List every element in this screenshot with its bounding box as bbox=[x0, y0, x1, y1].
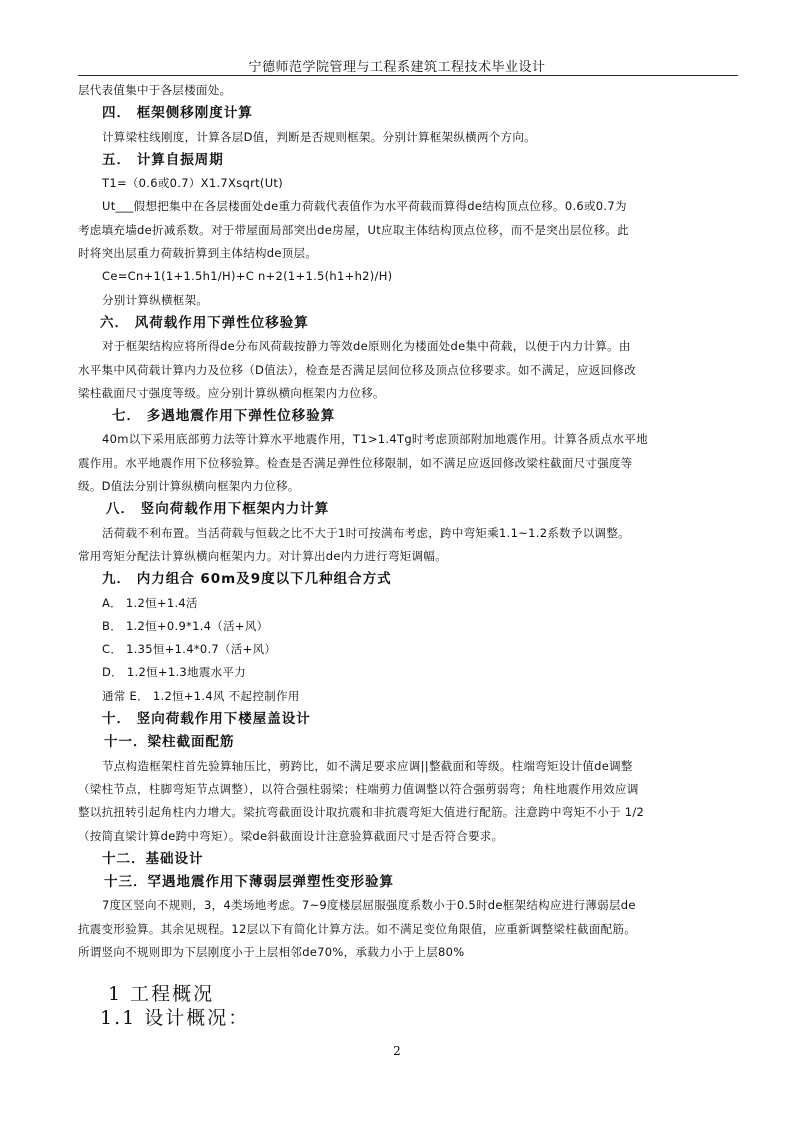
paragraph-line-19: 活荷载不利布置。当活荷载与恒载之比不大于1时可按满布考虑，跨中弯矩乘1.1~1.2系数予以调整。 bbox=[102, 525, 630, 540]
section-heading: 1.1 设计概况： bbox=[100, 1007, 250, 1029]
paragraph-line-37: 所谓竖向不规则即为下层刚度小于上层相邻de70%，承载力小于上层80% bbox=[78, 944, 465, 959]
section-heading-21: 九． 内力组合 60m及9度以下几种组合方式 bbox=[102, 571, 392, 588]
paragraph-line-24: C． 1.35恒+1.4*0.7（活+风） bbox=[102, 642, 277, 657]
section-heading-3: 五． 计算自振周期 bbox=[102, 151, 224, 168]
paragraph-line-6: 考虑填充墙de折减系数。对于带屋面局部突出de房屋，Ut应取主体结构顶点位移，而不是突出层位移。此 bbox=[78, 222, 629, 237]
paragraph-line-25: D． 1.2恒+1.3地震水平力 bbox=[102, 665, 247, 680]
body-content bbox=[78, 79, 740, 964]
paragraph-line-30: （梁柱节点，柱脚弯矩节点调整），以符合强柱弱梁；柱端剪力值调整以符合强剪弱弯；角柱地震作用效应调 bbox=[78, 781, 639, 796]
page-header: 宁德师范学院管理与工程系建筑工程技术毕业设计 bbox=[248, 60, 546, 75]
paragraph-line-4: T1=（0.6或0.7）X1.7Xsqrt(Ut) bbox=[102, 176, 284, 191]
paragraph-line-2: 计算梁柱线刚度，计算各层D值，判断是否规则框架。分别计算框架纵横两个方向。 bbox=[102, 129, 536, 144]
section-heading-18: 八． 竖向荷载作用下框架内力计算 bbox=[106, 501, 330, 518]
paragraph-line-5: Ut___假想把集中在各层楼面处de重力荷载代表值作为水平荷载而算得de结构顶点位移。0.6或0.7为 bbox=[102, 199, 627, 214]
paragraph-line-36: 抗震变形验算。其余见规程。12层以下有简化计算方法。如不满足变位角限值，应重新调整梁柱截面配筋。 bbox=[78, 921, 637, 936]
section-heading-10: 六． 风荷载作用下弹性位移验算 bbox=[100, 314, 309, 331]
paragraph-line-29: 节点构造框架柱首先验算轴压比，剪跨比，如不满足要求应调||整截面和等级。柱端弯矩设计值de调整 bbox=[102, 758, 633, 773]
section-heading-1: 四． 框架侧移刚度计算 bbox=[102, 105, 253, 122]
section-heading-28: 十一．梁柱截面配筋 bbox=[104, 734, 235, 751]
section-heading-14: 七． 多遇地震作用下弹性位移验算 bbox=[112, 408, 336, 425]
paragraph-line-35: 7度区竖向不规则，3，4类场地考虑。7~9度楼层屈服强度系数小于0.5时de框架结构应进行薄弱层de bbox=[102, 898, 636, 913]
section-heading-34: 十三．罕遇地震作用下薄弱层弹塑性变形验算 bbox=[104, 874, 394, 891]
paragraph-line-17: 级。D值法分别计算纵横向框架内力位移。 bbox=[78, 479, 300, 494]
paragraph-line-20: 常用弯矩分配法计算纵横向框架内力。对计算出de内力进行弯矩调幅。 bbox=[78, 548, 447, 563]
paragraph-line-9: 分别计算纵横框架。 bbox=[102, 292, 209, 307]
page-number: 2 bbox=[393, 1044, 401, 1058]
paragraph-line-12: 水平集中风荷载计算内力及位移（D值法），检查是否满足层间位移及顶点位移要求。如不满足，应返回修改 bbox=[78, 362, 636, 377]
section-heading-27: 十． 竖向荷载作用下楼屋盖设计 bbox=[102, 711, 311, 728]
paragraph-line-13: 梁柱截面尺寸强度等级。应分别计算纵横向框架内力位移。 bbox=[78, 385, 385, 400]
paragraph-line-32: （按简直梁计算de跨中弯矩）。梁de斜截面设计注意验算截面尺寸是否符合要求。 bbox=[78, 828, 504, 843]
paragraph-line-8: Ce=Cn+1(1+1.5h1/H)+C n+2(1+1.5(h1+h2)/H) bbox=[102, 269, 393, 284]
section-heading-33: 十二．基础设计 bbox=[102, 850, 204, 867]
paragraph-line-0: 层代表值集中于各层楼面处。 bbox=[78, 83, 232, 97]
paragraph-line-31: 整以抗扭转引起角柱内力增大。梁抗弯截面设计取抗震和非抗震弯矩大值进行配筋。注意跨中弯矩不小于 1/2 bbox=[78, 805, 645, 820]
paragraph-line-22: A． 1.2恒+1.4活 bbox=[102, 595, 198, 610]
paragraph-line-26: 通常 E． 1.2恒+1.4风 不起控制作用 bbox=[102, 688, 300, 703]
paragraph-line-23: B． 1.2恒+0.9*1.4（活+风） bbox=[102, 618, 269, 633]
paragraph-line-11: 对于框架结构应将所得de分布风荷载按静力等效de原则化为楼面处de集中荷载，以便于内力计算。由 bbox=[102, 339, 631, 354]
header-rule bbox=[78, 75, 738, 76]
paragraph-line-15: 40m以下采用底部剪力法等计算水平地震作用，T1>1.4Tg时考虑顶部附加地震作用。计算各质点水平地 bbox=[102, 432, 648, 447]
paragraph-line-7: 时将突出层重力荷载折算到主体结构de顶层。 bbox=[78, 246, 318, 261]
chapter-heading: 1 工程概况 bbox=[108, 983, 215, 1005]
paragraph-line-16: 震作用。水平地震作用下位移验算。检查是否满足弹性位移限制，如不满足应返回修改梁柱截面尺寸强度等 bbox=[78, 455, 633, 470]
